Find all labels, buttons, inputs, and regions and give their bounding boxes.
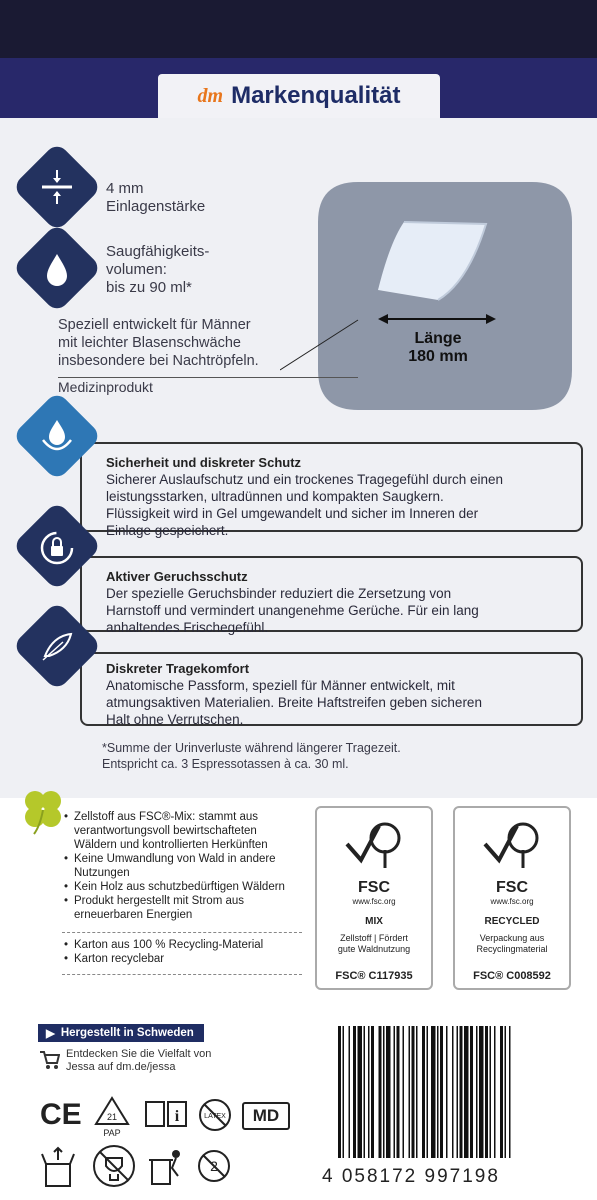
pap-label: PAP	[103, 1128, 121, 1138]
latex-label: LATEX	[204, 1113, 226, 1120]
drop-icon	[33, 414, 81, 460]
barcode-bar	[412, 1026, 415, 1158]
eco-divider	[62, 974, 302, 975]
lock-icon	[33, 524, 81, 570]
latex-free-icon	[198, 1098, 232, 1132]
barcode-bar	[457, 1026, 459, 1158]
fsc-desc-line: Zellstoff | Fördert	[340, 933, 408, 943]
brand-bar	[158, 74, 440, 118]
fsc-recycled-label	[453, 806, 571, 990]
barcode-bar	[470, 1026, 473, 1158]
made-in-badge	[38, 1024, 204, 1042]
trash-bin-icon	[144, 1146, 184, 1188]
single-use-icon	[196, 1148, 232, 1184]
barcode-bar	[343, 1026, 345, 1158]
feature-title-comfort: Diskreter Tragekomfort	[106, 661, 250, 676]
intro-line2: mit leichter Blasenschwäche	[58, 335, 241, 351]
barcode-bar	[353, 1026, 356, 1158]
barcode-bar	[364, 1026, 366, 1158]
barcode-bar	[440, 1026, 443, 1158]
clover-icon	[18, 786, 68, 836]
drop-icon	[37, 248, 77, 292]
intro-line1: Speziell entwickelt für Männer	[58, 317, 251, 333]
feature-text-odor	[106, 585, 576, 636]
eco-list	[62, 810, 300, 922]
barcode-bar	[431, 1026, 436, 1158]
barcode-bar	[403, 1026, 405, 1158]
fsc-desc	[317, 933, 431, 955]
eco-item: • Keine Umwandlung von Wald in andere Nutzungen	[62, 852, 300, 880]
barcode-bar	[485, 1026, 488, 1158]
barcode-bar	[394, 1026, 396, 1158]
length-title: Länge	[414, 330, 462, 347]
shop-line2: Jessa auf dm.de/jessa	[66, 1061, 176, 1073]
intro-line3: insbesondere bei Nachtröpfeln.	[58, 353, 259, 369]
barcode-bar	[383, 1026, 385, 1158]
length-value: 180 mm	[408, 348, 468, 365]
fsc-tree-icon	[477, 816, 547, 872]
barcode-number: 4 058172 997198	[322, 1166, 500, 1187]
spec-absorption	[106, 243, 209, 297]
barcode-bar	[422, 1026, 425, 1158]
eco-item: • Produkt hergestellt mit Strom aus erneuerbaren Energien	[62, 894, 300, 922]
feature-text-line: Anatomische Passform, speziell für Männer entwickelt, mit	[106, 678, 455, 693]
feather-icon	[33, 624, 81, 670]
feature-text-comfort	[106, 677, 576, 728]
fsc-tree-icon	[339, 816, 409, 872]
eco-item: • Karton recyclebar	[62, 952, 300, 966]
fsc-code: FSC® C008592	[473, 970, 551, 982]
recycle-pap-icon	[92, 1094, 132, 1138]
barcode-bar	[437, 1026, 439, 1158]
barcode-bar	[500, 1026, 503, 1158]
fsc-word: FSC	[358, 879, 390, 896]
fsc-kind: MIX	[365, 916, 383, 927]
fsc-url: www.fsc.org	[490, 897, 534, 906]
cart-icon	[38, 1048, 60, 1070]
fsc-kind: RECYCLED	[484, 916, 540, 927]
barcode-bar	[409, 1026, 411, 1158]
feature-text-line: Sicherer Auslaufschutz und ein trockenes Tragegefühl durch einen	[106, 472, 503, 487]
pad-illustration	[318, 182, 572, 410]
length-arrow	[378, 311, 496, 327]
barcode-bar	[371, 1026, 374, 1158]
play-arrow-icon: ▶	[46, 1028, 55, 1040]
top-flap	[0, 0, 597, 58]
eco-item: • Zellstoff aus FSC®-Mix: stammt aus verantwortungsvoll bewirtschafteten Wäldern und kontrollierten Herkünften	[62, 810, 300, 852]
feature-text-line: atmungsaktiven Materialien. Breite Haftstreifen geben sicheren	[106, 695, 482, 710]
pap-number: 21	[106, 1112, 118, 1122]
barcode-bar	[490, 1026, 492, 1158]
eco-item: • Karton aus 100 % Recycling-Material	[62, 938, 300, 952]
feature-title-safety: Sicherheit und diskreter Schutz	[106, 455, 302, 470]
made-in-text: Hergestellt in Schweden	[60, 1027, 194, 1039]
eco-list-carton	[62, 938, 300, 966]
md-mark-icon: MD	[242, 1102, 290, 1130]
feature-text-line: Der spezielle Geruchsbinder reduziert die Zersetzung von	[106, 586, 452, 601]
barcode-bar	[386, 1026, 391, 1158]
dm-logo: dm	[197, 84, 224, 107]
spec-thickness-value: 4 mm	[106, 180, 144, 197]
barcode-bar	[338, 1026, 341, 1158]
fsc-word: FSC	[496, 879, 528, 896]
ce-mark-icon: CE	[40, 1098, 82, 1131]
barcode-bar	[505, 1026, 507, 1158]
feature-text-line: Halt ohne Verrutschen.	[106, 712, 244, 727]
medical-label: Medizinprodukt	[58, 379, 153, 395]
barcode-bar	[509, 1026, 511, 1158]
length-label	[393, 330, 483, 366]
barcode-bar	[358, 1026, 363, 1158]
fsc-desc	[455, 933, 569, 955]
feature-text-line: anhaltendes Frischegefühl.	[106, 620, 269, 635]
footnote	[102, 740, 582, 772]
barcode-bar	[464, 1026, 469, 1158]
barcode-bar	[476, 1026, 478, 1158]
spec-thickness-label: Einlagenstärke	[106, 198, 206, 215]
barcode-bar	[416, 1026, 418, 1158]
feature-text-line: Flüssigkeit wird in Gel umgewandelt und sicher im Inneren der	[106, 506, 479, 521]
shop-line1: Entdecken Sie die Vielfalt von	[66, 1048, 212, 1060]
barcode-bar	[397, 1026, 400, 1158]
instructions-icon	[144, 1098, 188, 1130]
barcode-bar	[349, 1026, 351, 1158]
barcode-bar	[368, 1026, 370, 1158]
svg-text:2: 2	[210, 1158, 218, 1174]
brand-title: Markenqualität	[231, 82, 401, 109]
pointer-line	[280, 318, 360, 372]
spec-absorption-line1: Saugfähigkeits-	[106, 243, 210, 260]
barcode-bar	[460, 1026, 463, 1158]
feature-text-line: Einlage gespeichert.	[106, 523, 229, 538]
spec-absorption-line2: volumen:	[106, 261, 167, 278]
thickness-icon	[32, 164, 82, 210]
barcode-bar	[452, 1026, 454, 1158]
fsc-mix-label	[315, 806, 433, 990]
feature-text-safety	[106, 471, 576, 539]
feature-title-odor: Aktiver Geruchsschutz	[106, 569, 248, 584]
barcode-icon	[338, 1026, 590, 1160]
fsc-desc-line: Recyclingmaterial	[476, 944, 548, 954]
shop-text	[66, 1048, 211, 1074]
footnote-line2: Entspricht ca. 3 Espressotassen à ca. 30 ml.	[102, 757, 349, 771]
feature-text-line: Harnstoff und vermindert unangenehme Gerüche. Für ein lang	[106, 603, 479, 618]
fsc-url: www.fsc.org	[352, 897, 396, 906]
fsc-desc-line: gute Waldnutzung	[337, 944, 411, 954]
svg-text:i: i	[174, 1108, 180, 1125]
barcode-bar	[479, 1026, 484, 1158]
fsc-code: FSC® C117935	[335, 970, 413, 982]
fsc-desc-line: Verpackung aus	[479, 933, 545, 943]
barcode-bar	[379, 1026, 382, 1158]
spec-thickness	[106, 180, 205, 216]
barcode-bar	[446, 1026, 448, 1158]
spec-absorption-line3: bis zu 90 ml*	[106, 279, 192, 296]
open-box-icon	[40, 1146, 78, 1188]
no-toilet-icon	[92, 1144, 136, 1188]
eco-divider	[62, 932, 302, 933]
feature-text-line: leistungsstarken, ultradünnen und kompakten Saugkern.	[106, 489, 444, 504]
eco-item: • Kein Holz aus schutzbedürftigen Wäldern	[62, 880, 300, 894]
barcode-bar	[427, 1026, 429, 1158]
barcode-bar	[494, 1026, 496, 1158]
footnote-line1: *Summe der Urinverluste während längerer Tragezeit.	[102, 741, 401, 755]
intro-text	[58, 316, 259, 370]
